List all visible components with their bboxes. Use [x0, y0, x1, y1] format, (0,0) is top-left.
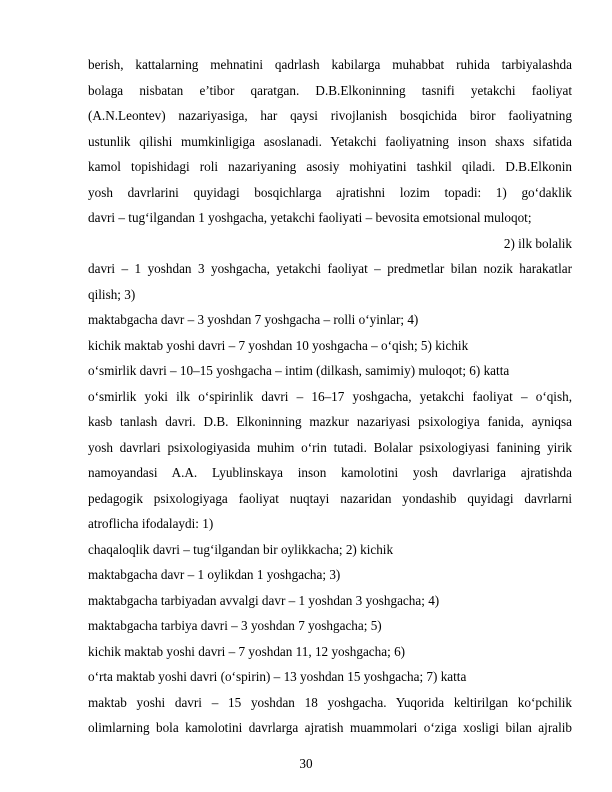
text-line: (A.N.Leontev) nazariyasiga, har qaysi rivojlanish bosqichida biror faoliyatning [88, 108, 572, 123]
text-line: namoyandasi A.A. Lyublinskaya inson kamolotini yosh davrlariga ajratishda [88, 465, 572, 480]
text-line: bolaga nisbatan e’tibor qaratgan. D.B.Elkoninning tasnifi yetakchi faoliyat [88, 83, 572, 98]
text-line: maktab yoshi davri – 15 yoshdan 18 yoshgacha. Yuqorida keltirilgan ko‘pchilik [88, 695, 572, 710]
text-line: davri – tug‘ilgandan 1 yoshgacha, yetakchi faoliyati – bevosita emotsional muloqot; [88, 210, 532, 225]
text-line: kichik maktab yoshi davri – 7 yoshdan 10 yoshgacha – o‘qish; 5) kichik [88, 338, 469, 353]
text-line: yosh davrlarini quyidagi bosqichlarga ajratishni lozim topadi: 1) go‘daklik [88, 185, 572, 200]
text-line: o‘rta maktab yoshi davri (o‘spirin) – 13 yoshdan 15 yoshgacha; 7) katta [88, 669, 467, 684]
text-line: 2) ilk bolalik [503, 236, 572, 251]
text-line: davri – 1 yoshdan 3 yoshgacha, yetakchi faoliyat – predmetlar bilan nozik harakatlar [88, 261, 572, 276]
text-line: kasb tanlash davri. D.B. Elkoninning mazkur nazariyasi psixologiya fanida, ayniqsa [88, 414, 572, 429]
text-line: maktabgacha davr – 3 yoshdan 7 yoshgacha – rolli o‘yinlar; 4) [88, 312, 419, 327]
text-line: maktabgacha tarbiya davri – 3 yoshdan 7 yoshgacha; 5) [88, 618, 382, 633]
text-line: qilish; 3) [88, 287, 136, 302]
text-line: olimlarning bola kamolotini davrlarga ajratish muammolari o‘ziga xosligi bilan ajralib [88, 720, 572, 735]
page-number: 30 [299, 756, 313, 771]
text-line: yosh davrlari psixologiyasida muhim o‘rin tutadi. Bolalar psixologiyasi fanining yirik [88, 440, 572, 455]
text-line: maktabgacha davr – 1 oylikdan 1 yoshgacha; 3) [88, 567, 341, 582]
text-line: ustunlik qilishi mumkinligiga asoslanadi. Yetakchi faoliyatning inson shaxs sifatida [88, 134, 572, 149]
text-line: kamol topishidagi roli nazariyaning asosiy mohiyatini tashkil qiladi. D.B.Elkonin [88, 159, 572, 174]
text-line: chaqaloqlik davri – tug‘ilgandan bir oylikkacha; 2) kichik [88, 542, 394, 557]
text-line: o‘smirlik davri – 10–15 yoshgacha – intim (dilkash, samimiy) muloqot; 6) katta [88, 363, 510, 378]
text-line: atroflicha ifodalaydi: 1) [88, 516, 214, 531]
text-line: pedagogik psixologiyaga faoliyat nuqtayi nazaridan yondashib quyidagi davrlarni [88, 491, 572, 506]
text-line: maktabgacha tarbiyadan avvalgi davr – 1 yoshdan 3 yoshgacha; 4) [88, 593, 440, 608]
text-line: o‘smirlik yoki ilk o‘spirinlik davri – 16–17 yoshgacha, yetakchi faoliyat – o‘qish, [88, 389, 572, 404]
text-line: berish, kattalarning mehnatini qadrlash kabilarga muhabbat ruhida tarbiyalashda [88, 57, 572, 72]
text-line: kichik maktab yoshi davri – 7 yoshdan 11, 12 yoshgacha; 6) [88, 644, 406, 659]
